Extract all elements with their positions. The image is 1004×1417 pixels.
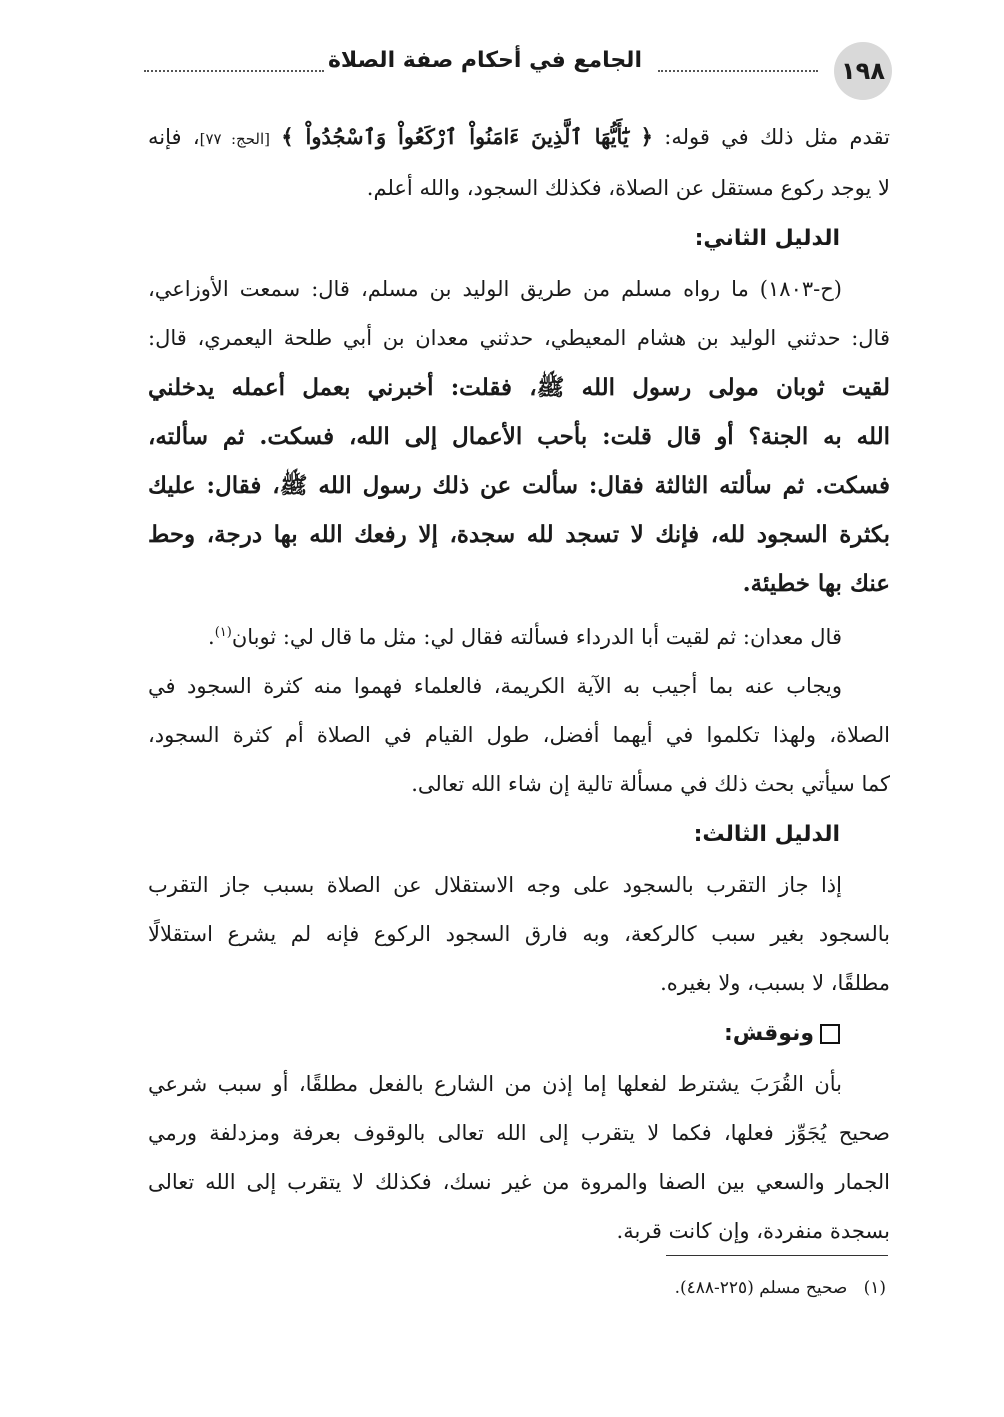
heading-second-evidence: الدليل الثاني: <box>694 226 840 251</box>
header-dotted-rule-right <box>658 62 818 72</box>
hadith-text-line: فسكت. ثم سألته الثالثة فقال: سألت عن ذلك رسول الله ﷺ، فقال: عليك <box>148 472 890 499</box>
paragraph-maadan <box>148 608 890 662</box>
hadith-text-line: الله به الجنة؟ أو قال قلت: بأحب الأعمال إلى الله، فسكت. ثم سألته، <box>148 423 890 450</box>
text-span: . <box>208 625 215 649</box>
text-line: لا يوجد ركوع مستقل عن الصلاة، فكذلك السجود، والله أعلم. <box>366 176 890 200</box>
hadith-chain-line: قال: حدثني الوليد بن هشام المعيطي، حدثني معدان بن أبي طلحة اليعمري، قال: <box>148 326 890 350</box>
quran-verse: ﴿ يَٰٓأَيُّهَا ٱلَّذِينَ ءَامَنُواْ ٱرْكَعُواْ وَٱسْجُدُواْ ﴾ <box>281 124 653 149</box>
text-line: بالسجود بغير سبب كالركعة، وبه فارق السجود الركوع فإنه لم يشرع استقلالًا <box>148 922 890 946</box>
footnote-marker: (١) <box>863 1278 886 1298</box>
text-line: بسجدة منفردة، وإن كانت قربة. <box>616 1219 890 1243</box>
text-line: الجمار والسعي بين الصفا والمروة من غير نسك، فكذلك لا يتقرب إلى الله تعالى <box>148 1170 890 1194</box>
text-line: الصلاة، ولهذا تكلموا في أيهما أفضل، طول القيام في الصلاة أم كثرة السجود، <box>148 723 890 747</box>
text-line: ويجاب عنه بما أجيب به الآية الكريمة، فالعلماء فهموا منه كثرة السجود في <box>148 674 842 698</box>
heading-discussed <box>148 1008 890 1060</box>
text-span: قال معدان: ثم لقيت أبا الدرداء فسألته فقال لي: مثل ما قال لي: ثوبان <box>231 625 842 649</box>
heading-third-evidence: الدليل الثالث: <box>693 822 840 847</box>
page-header <box>140 42 892 102</box>
hadith-text-line: لقيت ثوبان مولى رسول الله ﷺ، فقلت: أخبرني بعمل أعمله يدخلني <box>148 374 890 401</box>
footnote-divider <box>666 1255 888 1256</box>
paragraph-verse-reference <box>148 112 890 164</box>
hadith-chain-line: (ح-١٨٠٣) ما رواه مسلم من طريق الوليد بن مسلم، قال: سمعت الأوزاعي، <box>148 277 842 301</box>
hadith-text-line: بكثرة السجود لله، فإنك لا تسجد لله سجدة، إلا رفعك الله بها درجة، وحط <box>148 521 890 548</box>
verse-citation: [الحج: ٧٧] <box>199 130 270 148</box>
square-bullet-icon <box>820 1024 840 1044</box>
header-dotted-rule-left <box>144 62 324 72</box>
text-line: بأن القُرَبَ يشترط لفعلها إما إذن من الشارع بالفعل مطلقًا، أو سبب شرعي <box>148 1072 842 1096</box>
text-line: كما سيأتي بحث ذلك في مسألة تالية إن شاء الله تعالى. <box>411 772 890 796</box>
book-title: الجامع في أحكام صفة الصلاة <box>327 48 642 73</box>
footnote-text: صحيح مسلم (٢٢٥-٤٨٨). <box>674 1278 848 1298</box>
text-span: ، فإنه <box>148 125 200 149</box>
text-line: صحيح يُجَوِّز فعلها، فكما لا يتقرب إلى الله تعالى بالوقوف بعرفة ومزدلفة ورمي <box>148 1121 890 1145</box>
hadith-text-line: عنك بها خطيئة. <box>742 570 890 597</box>
footnote <box>675 1278 886 1298</box>
page-number: ١٩٨ <box>834 42 892 100</box>
text-span: تقدم مثل ذلك في قوله: <box>652 125 891 149</box>
heading-label: ونوقش: <box>723 1021 814 1046</box>
page-body <box>148 112 890 1256</box>
text-line: إذا جاز التقرب بالسجود على وجه الاستقلال عن الصلاة بسبب جاز التقرب <box>148 873 842 897</box>
footnote-reference[interactable]: (١) <box>214 625 232 640</box>
text-line: مطلقًا، لا بسبب، ولا بغيره. <box>660 971 890 995</box>
